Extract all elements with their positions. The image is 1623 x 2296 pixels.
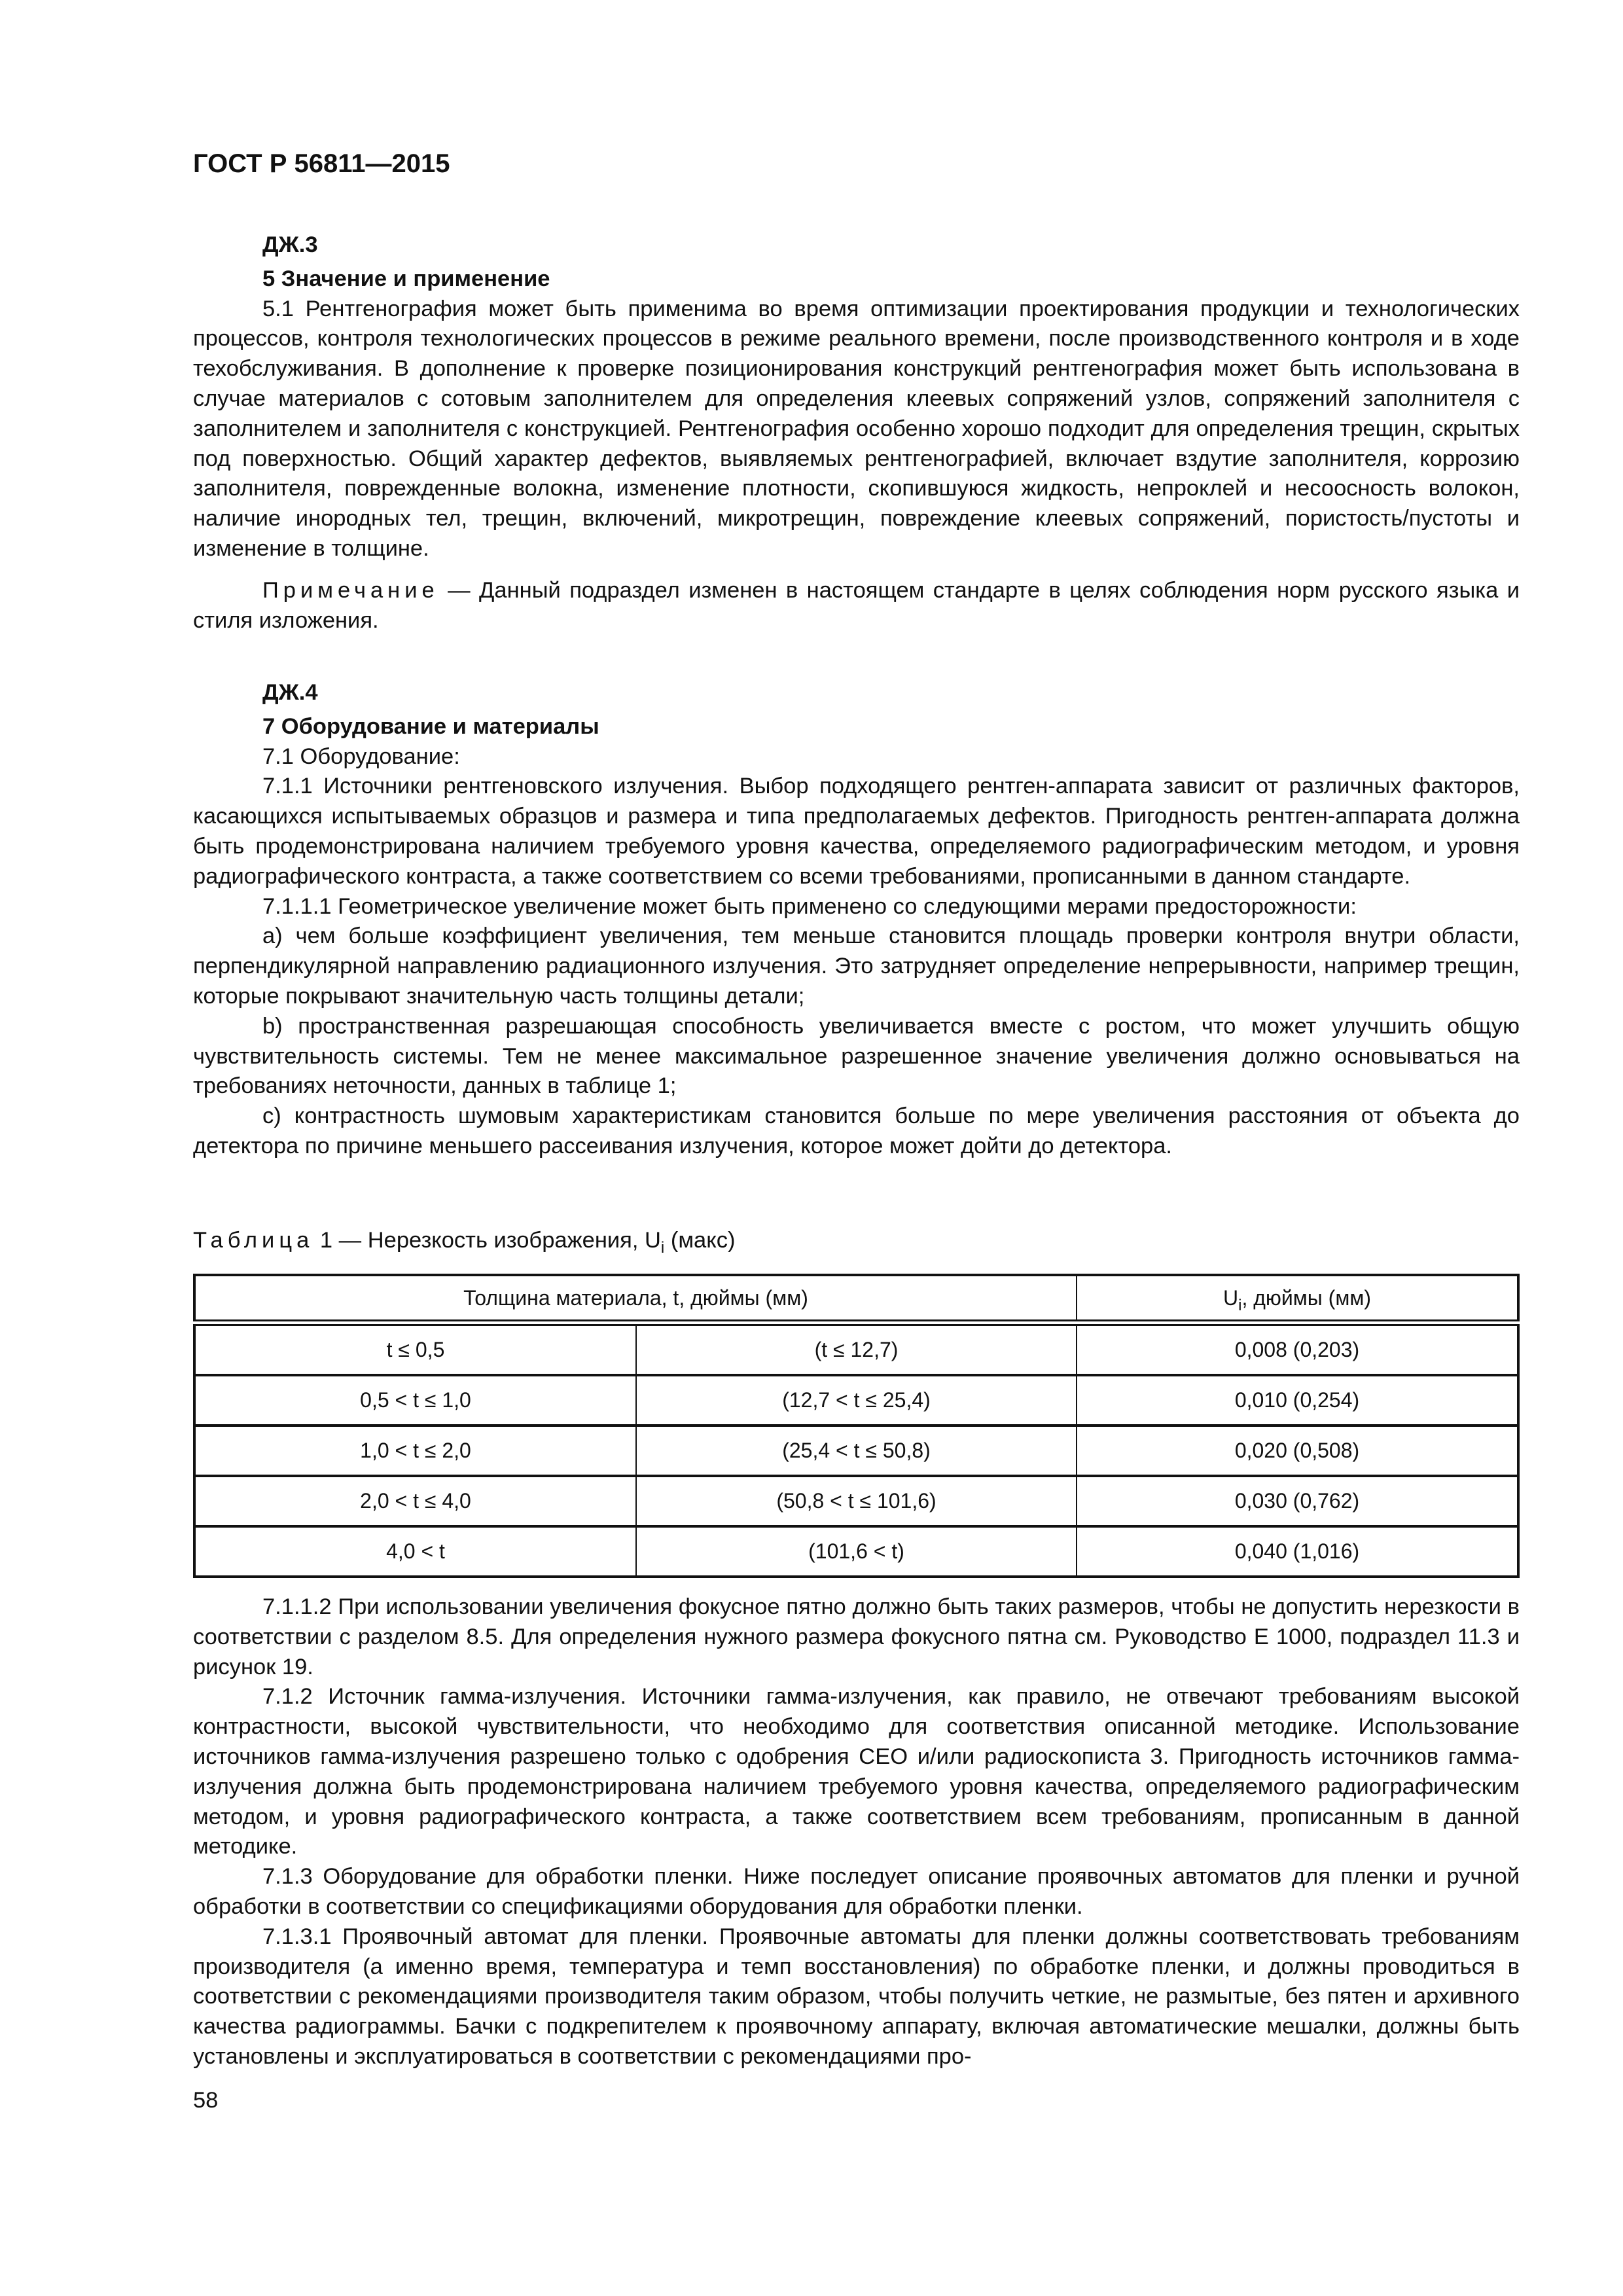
paragraph: 7.1.1.1 Геометрическое увеличение может быть применено со следующими мерами предосторожности: [262, 893, 1357, 919]
cell: 0,040 (1,016) [1077, 1526, 1518, 1577]
cell: 0,020 (0,508) [1077, 1426, 1518, 1476]
section-heading: 5 Значение и применение [262, 266, 550, 291]
paragraph: 7.1.3.1 Проявочный автомат для пленки. Проявочные автоматы для пленки должны соответствовать требованиям производителя (а именно время, температура и темп восстановления) по обработке пленки, и должны проводиться в соответствии с рекомендациями производителя таким образом, чтобы получить четкие, не размытые, без пятен и архивного качества радиограммы. Бачки с подкрепителем к проявочному аппарату, включая автоматические мешалки, должны быть установлены и эксплуатироваться в соответствии с рекомендациями про- [193, 1924, 1520, 2069]
section-dzh3 [193, 230, 1520, 636]
table-row [194, 1323, 1518, 1375]
cell: 4,0 < t [194, 1526, 636, 1577]
paragraph: а) чем больше коэффициент увеличения, тем меньше становится площадь проверки контроля внутри области, перпендикулярной направлению радиационного излучения. Это затрудняет определение непрерывности, например трещин, которые покрывают значительную часть толщины детали; [193, 924, 1520, 1009]
paragraph: 7.1.2 Источник гамма-излучения. Источники гамма-излучения, как правило, не отвечают требованиям высокой контрастности, высокой чувствительности, что необходимо для соответствия описанной методике. Использование источников гамма-излучения разрешено только с одобрения СЕО и/или радиоскописта 3. Пригодность источников гамма-излучения должна быть продемонстрирована наличием требуемого уровня качества, определяемого радиографическим методом, и уровня радиографического контраста, а также соответствием всем требованиям, прописанным в данной методике. [193, 1684, 1520, 1859]
table-row [194, 1375, 1518, 1426]
caption-sub: i [660, 1239, 665, 1257]
annex-label: ДЖ.3 [262, 232, 318, 257]
paragraph: 7.1.1 Источники рентгеновского излучения. Выбор подходящего рентген-аппарата зависит от различных факторов, касающихся испытываемых образцов и размера и типа предполагаемых дефектов. Пригодность рентген-аппарата должна быть продемонстрирована наличием требуемого уровня качества, определяемого радиографическим методом, и уровня радиографического контраста, а также соответствием со всеми требованиями, прописанными в данном стандарте. [193, 774, 1520, 889]
section-dzh4 [193, 678, 1520, 1162]
caption-label: Таблица [193, 1228, 314, 1253]
cell: (101,6 < t) [636, 1526, 1077, 1577]
paragraph: b) пространственная разрешающая способность увеличивается вместе с ростом, что может улучшить общую чувствительность системы. Тем не менее максимальное разрешенное значение увеличения должно основываться на требованиях неточности, данных в таблице 1; [193, 1013, 1520, 1099]
header-ui: $U_i$, дюймы (мм) [1077, 1275, 1518, 1323]
cell: 0,008 (0,203) [1077, 1323, 1518, 1375]
note-text: — Данный подраздел изменен в настоящем стандарте в целях соблюдения норм русского языка и стиля изложения. [193, 577, 1520, 633]
page-number: 58 [193, 2088, 219, 2113]
table-row [194, 1526, 1518, 1577]
cell: t ≤ 0,5 [194, 1323, 636, 1375]
unsharpness-table [193, 1274, 1520, 1578]
section-heading: 7 Оборудование и материалы [262, 713, 599, 739]
cell: (t ≤ 12,7) [636, 1323, 1077, 1375]
cell: 0,5 < t ≤ 1,0 [194, 1375, 636, 1426]
paragraph: 7.1.3 Оборудование для обработки пленки. Ниже последует описание проявочных автоматов для пленки и ручной обработки в соответствии со спецификациями оборудования для обработки пленки. [193, 1864, 1520, 1919]
paragraph: 7.1 Оборудование: [262, 744, 460, 769]
paragraph: 7.1.1.2 При использовании увеличения фокусное пятно должно быть таких размеров, чтобы не допустить нерезкости в соответствии с разделом 8.5. Для определения нужного размера фокусного пятна см. Руководство Е 1000, подраздел 11.3 и рисунок 19. [193, 1594, 1520, 1679]
table-row [194, 1476, 1518, 1526]
header-thickness: Толщина материала, t, дюймы (мм) [194, 1275, 1077, 1323]
annex-label: ДЖ.4 [262, 680, 318, 705]
cell: (50,8 < t ≤ 101,6) [636, 1476, 1077, 1526]
caption-tail: (макс) [664, 1228, 736, 1253]
note-label: Примечание [262, 577, 439, 603]
document-header: ГОСТ Р 56811—2015 [193, 149, 450, 178]
cell: 1,0 < t ≤ 2,0 [194, 1426, 636, 1476]
note [193, 576, 1520, 636]
cell: 0,010 (0,254) [1077, 1375, 1518, 1426]
cell: 0,030 (0,762) [1077, 1476, 1518, 1526]
cell: 2,0 < t ≤ 4,0 [194, 1476, 636, 1526]
paragraph: с) контрастность шумовым характеристикам становится больше по мере увеличения расстояния от объекта до детектора по причине меньшего рассеивания излучения, которое может дойти до детектора. [193, 1103, 1520, 1158]
caption-text: 1 — Нерезкость изображения, U [313, 1228, 661, 1253]
paragraph: 5.1 Рентгенография может быть применима во время оптимизации проектирования продукции и технологических процессов, контроля технологических процессов в режиме реального времени, после производственного контроля и в ходе техобслуживания. В дополнение к проверке позиционирования конструкций рентгенография может быть использована в случае материалов с сотовым заполнителем для определения клеевых сопряжений узлов, сопряжений заполнителя с заполнителем и заполнителя с конструкцией. Рентгенография особенно хорошо подходит для определения трещин, скрытых под поверхностью. Общий характер дефектов, выявляемых рентгенографией, включает вздутие заполнителя, коррозию заполнителя, поврежденные волокна, изменение плотности, скопившуюся жидкость, непроклей и несоосность волокон, наличие инородных тел, трещин, включений, микротрещин, повреждение клеевых сопряжений, пористость/пустоты и изменение в толщине. [193, 296, 1520, 561]
table-row [194, 1426, 1518, 1476]
section-continued [193, 1592, 1520, 2072]
cell: (12,7 < t ≤ 25,4) [636, 1375, 1077, 1426]
cell: (25,4 < t ≤ 50,8) [636, 1426, 1077, 1476]
table-caption [193, 1228, 736, 1257]
